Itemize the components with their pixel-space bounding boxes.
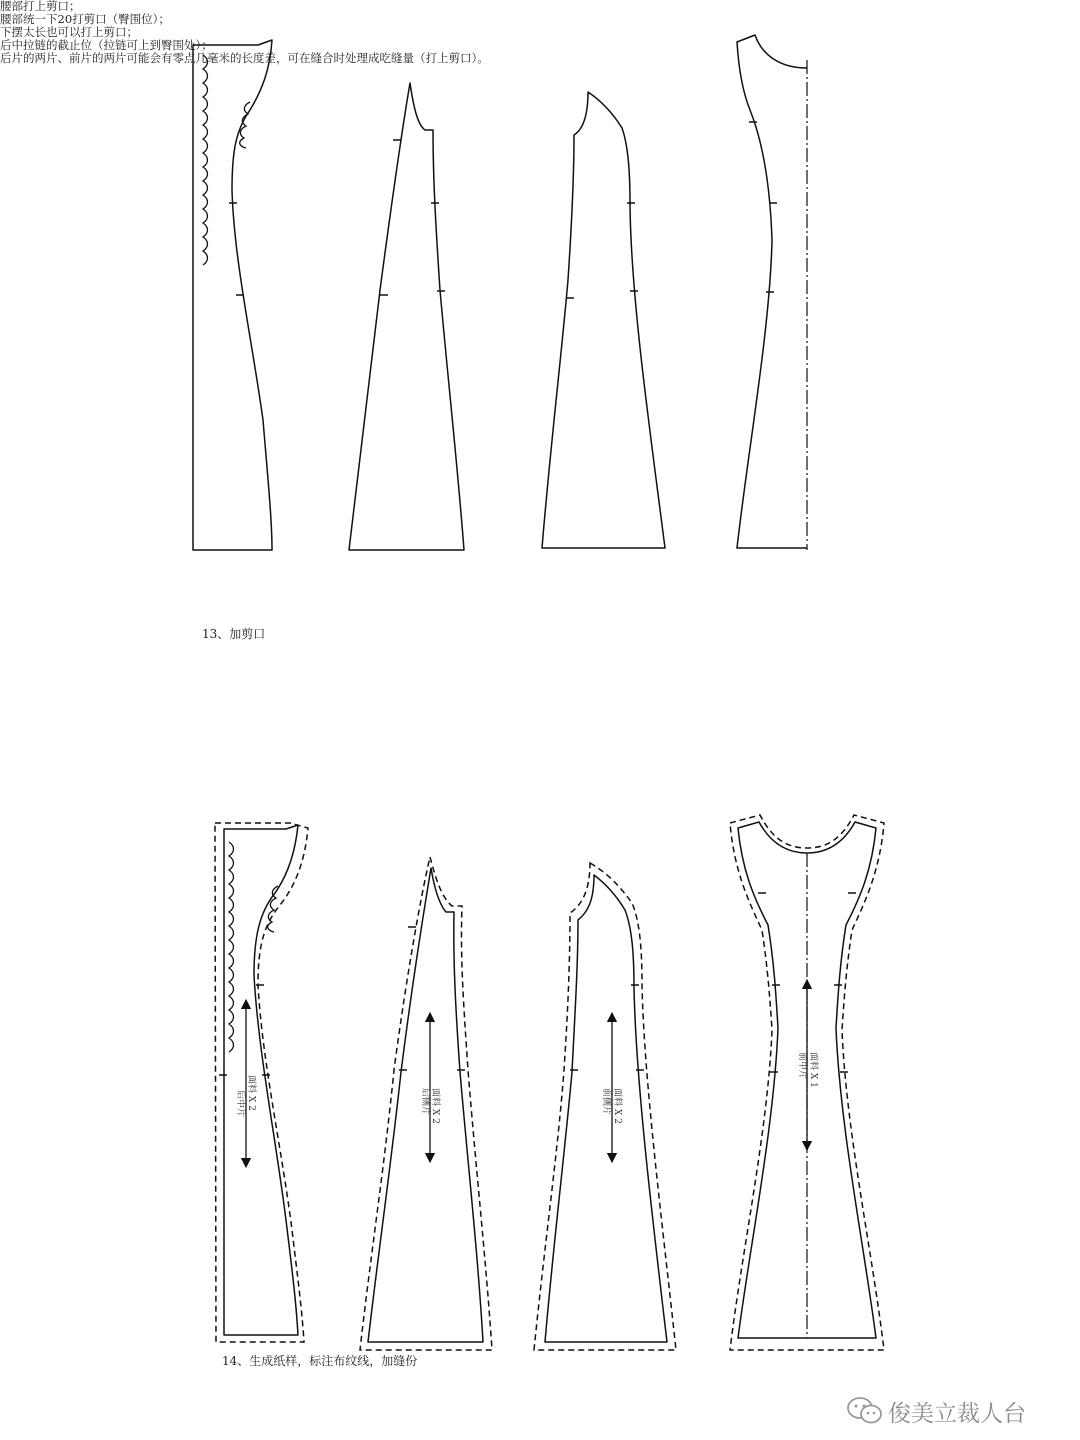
front-center-pattern bbox=[730, 815, 884, 1350]
back-center-pattern bbox=[215, 823, 308, 1342]
note-line: 腰部统一下20打剪口（臀围位）； bbox=[0, 12, 170, 26]
step-14-title: 14、生成纸样，标注布纹线，加缝份 bbox=[222, 1354, 418, 1368]
back-side-piece bbox=[349, 83, 464, 550]
note-line: 后中拉链的截止位（拉链可上到臀围处）； bbox=[0, 38, 213, 52]
front-side-piece bbox=[542, 92, 665, 548]
front-center-piece bbox=[737, 35, 807, 550]
note-line: 下摆太长也可以打上剪口； bbox=[0, 25, 138, 39]
grain-label-qty: 面料 X 2 bbox=[246, 1075, 256, 1111]
grain-label-name: 前侧片 bbox=[601, 1088, 611, 1116]
grain-label-qty: 面料 X 1 bbox=[808, 1052, 818, 1088]
watermark bbox=[846, 1391, 1056, 1431]
note-line: 腰部打上剪口； bbox=[0, 0, 81, 13]
front-side-pattern bbox=[534, 863, 676, 1350]
back-center-piece bbox=[193, 40, 272, 550]
step-13-title: 13、加剪口 bbox=[202, 627, 266, 641]
grain-label-qty: 面料 X 2 bbox=[612, 1088, 622, 1124]
grain-label-name: 后侧片 bbox=[420, 1088, 430, 1116]
notched-pattern-pieces bbox=[0, 0, 1080, 600]
note-line: 后片的两片、前片的两片可能会有零点几毫米的长度差，可在缝合时处理成吃缝量（打上剪口）。 bbox=[0, 51, 489, 65]
zipper-ruffle bbox=[203, 55, 208, 265]
back-side-pattern bbox=[360, 857, 492, 1350]
grain-label-qty: 面料 X 2 bbox=[430, 1088, 440, 1124]
grain-label-name: 前中片 bbox=[797, 1052, 807, 1080]
watermark-text: 俊美立裁人台 bbox=[888, 1400, 1026, 1427]
wechat-icon bbox=[846, 1396, 884, 1426]
final-paper-patterns bbox=[0, 800, 1080, 1420]
grain-label-name: 后中片 bbox=[235, 1090, 245, 1118]
